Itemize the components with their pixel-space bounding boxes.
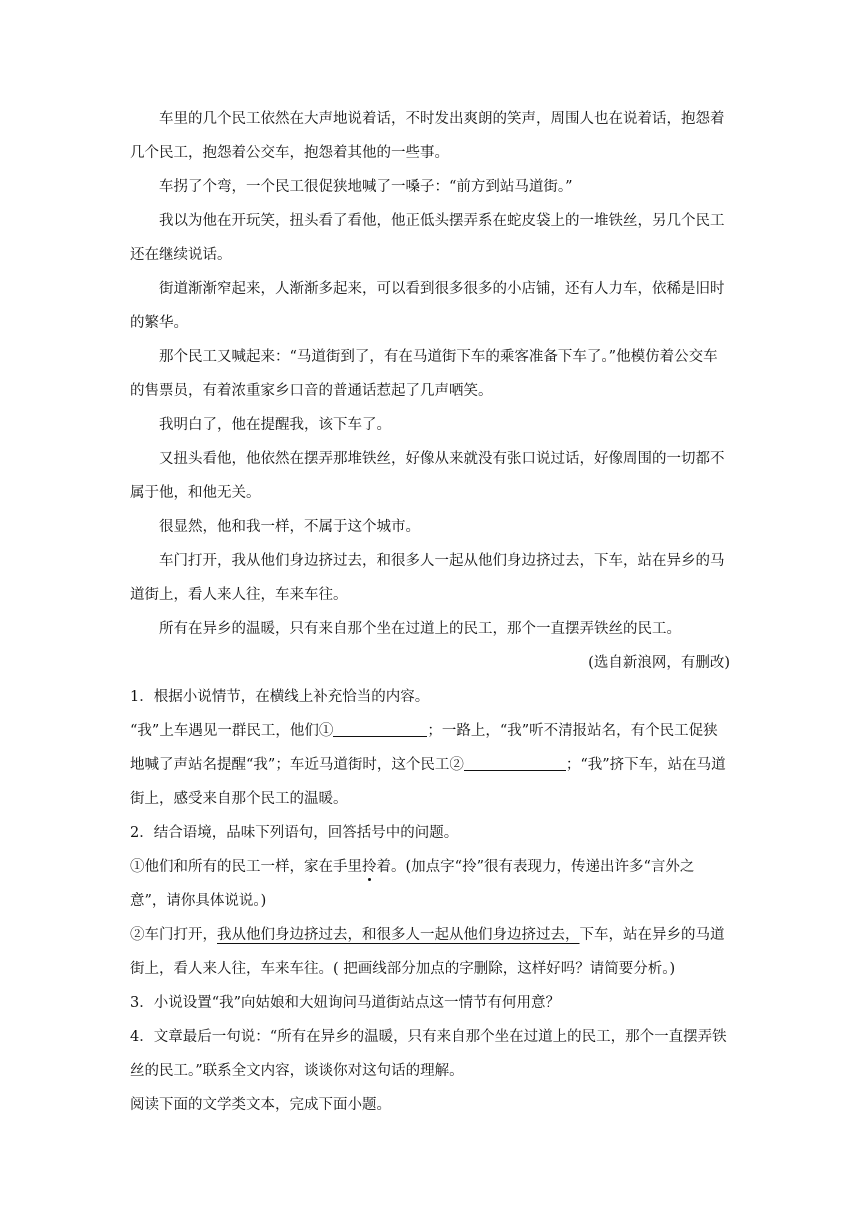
question-1-title: 1．根据小说情节，在横线上补充恰当的内容。 xyxy=(130,689,430,705)
story-paragraph: 那个民工又喊起来：“马道街到了，有在马道街下车的乘客准备下车了。”他模仿着公交车的售票员，有着浓重家乡口音的普通话惹起了几声哂笑。 xyxy=(130,349,718,399)
story-paragraph: 街道渐渐窄起来，人渐渐多起来，可以看到很多很多的小店铺，还有人力车，依稀是旧时的繁华。 xyxy=(130,281,725,331)
question-2-item-2 xyxy=(130,918,730,986)
q2-item2-text-pre: ②车门打开， xyxy=(130,927,217,943)
next-section-instruction: 阅读下面的文学类文本，完成下面小题。 xyxy=(130,1097,391,1113)
dotted-character: 拎 xyxy=(362,850,377,884)
question-4: 4．文章最后一句说：“所有在异乡的温暖，只有来自那个坐在过道上的民工，那个一直摆弄铁丝的民工。”联系全文内容，谈谈你对这句话的理解。 xyxy=(130,1029,727,1079)
story-paragraph: 我明白了，他在提醒我，该下车了。 xyxy=(159,417,391,433)
q1-text-b: ；一路上，“我”听不清报站名，有个民工促狭地喊了声站名提醒“我”；车近马道街时，这个民工② xyxy=(130,723,718,773)
answer-blank-2[interactable] xyxy=(464,752,566,771)
story-paragraph: 车里的几个民工依然在大声地说着话，不时发出爽朗的笑声，周围人也在说着话，抱怨着几个民工，抱怨着公交车，抱怨着其他的一些事。 xyxy=(130,111,725,161)
question-2-title: 2．结合语境，品味下列语句，回答括号中的问题。 xyxy=(130,825,459,841)
document-page xyxy=(130,102,730,1122)
question-2-item-1 xyxy=(130,850,730,918)
story-paragraph: 我以为他在开玩笑，扭头看了看他，他正低头摆弄系在蛇皮袋上的一堆铁丝，另几个民工还在继续说话。 xyxy=(130,213,725,263)
source-citation: (选自新浪网，有删改) xyxy=(588,655,730,671)
story-paragraph: 车拐了个弯，一个民工很促狭地喊了一嗓子：“前方到站马道街。” xyxy=(159,179,573,195)
question-3: 3．小说设置“我”向姑娘和大妞询问马道街站点这一情节有何用意？ xyxy=(130,995,561,1011)
story-paragraph: 车门打开，我从他们身边挤过去，和很多人一起从他们身边挤过去，下车，站在异乡的马道街上，看人来人往，车来车往。 xyxy=(130,553,725,603)
q2-item2-text-post: 下车，站在异乡的马道街上，看人来人往，车来车往。( 把画线部分加点的字删除，这样好吗？请简要分析。) xyxy=(130,927,725,977)
q1-text-c: ；“我”挤下车，站在马道街上，感受来自那个民工的温暖。 xyxy=(130,757,726,807)
underlined-sentence: 我从他们身边挤过去，和很多人一起从他们身边挤过去， xyxy=(217,927,580,943)
question-1-body xyxy=(130,714,730,816)
q2-item1-text-post: 着。(加点字“拎”很有表现力，传递出许多“言外之意”，请你具体说说。) xyxy=(130,859,695,909)
story-paragraph: 又扭头看他，他依然在摆弄那堆铁丝，好像从来就没有张口说过话，好像周围的一切都不属于他，和他无关。 xyxy=(130,451,725,501)
story-paragraph: 很显然，他和我一样，不属于这个城市。 xyxy=(159,519,420,535)
q2-item1-text-pre: ①他们和所有的民工一样，家在手里 xyxy=(130,859,362,875)
story-paragraph: 所有在异乡的温暖，只有来自那个坐在过道上的民工，那个一直摆弄铁丝的民工。 xyxy=(159,621,681,637)
answer-blank-1[interactable] xyxy=(333,718,427,737)
q1-text-a: “我”上车遇见一群民工，他们① xyxy=(130,723,334,739)
